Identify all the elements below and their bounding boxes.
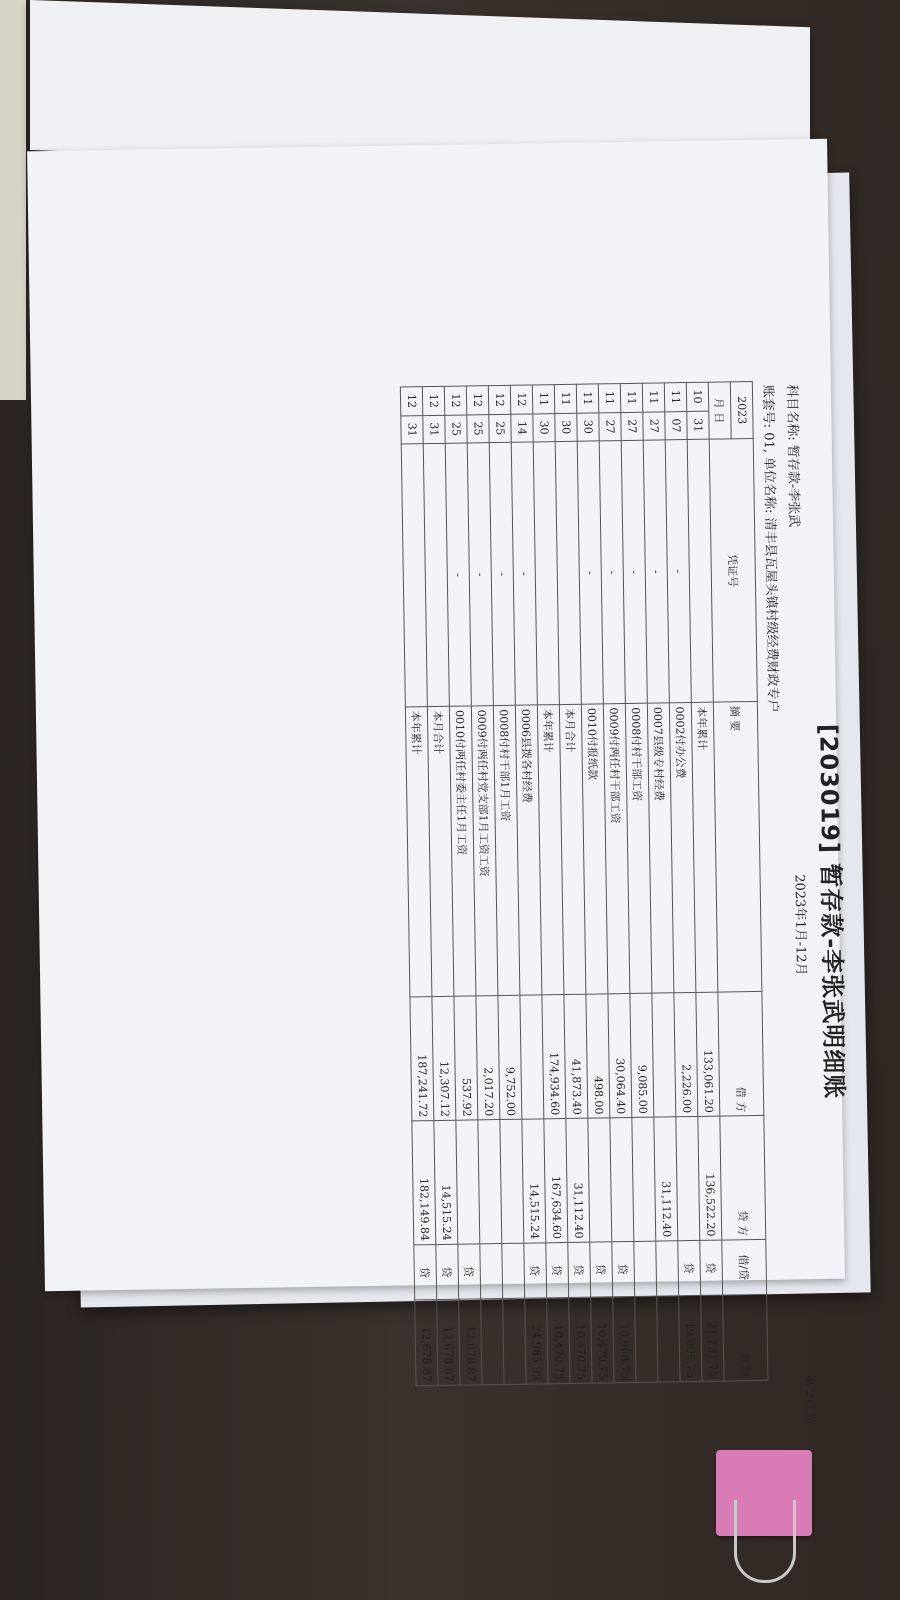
- summary-cell: 本年累计: [537, 705, 564, 995]
- balance-cell: 21,231.75: [701, 1295, 724, 1381]
- summary-cell: 0009付两任村干部工资: [603, 704, 630, 994]
- debit-cell: [652, 993, 676, 1117]
- summary-cell: 0010付报纸款: [581, 704, 608, 994]
- month-cell: 11: [642, 383, 664, 412]
- day-cell: 30: [577, 412, 599, 441]
- debit-cell: 133,061.20: [696, 992, 720, 1116]
- summary-cell: 本月合计: [427, 707, 454, 997]
- balance-cell: 12,678.87: [437, 1300, 460, 1386]
- voucher-header: 凭证号: [709, 439, 757, 703]
- direction-cell: 贷: [414, 1244, 437, 1300]
- subject-name: 科目名称: 暂存款-李张武: [783, 384, 802, 528]
- voucher-cell: [533, 442, 559, 706]
- debit-cell: [520, 995, 544, 1119]
- voucher-cell: [423, 443, 449, 707]
- credit-cell: 182,149.84: [412, 1121, 436, 1245]
- day-cell: 27: [599, 412, 621, 441]
- summary-header: 摘 要: [713, 702, 762, 993]
- direction-cell: 贷: [524, 1243, 547, 1299]
- debit-cell: 41,873.40: [564, 994, 588, 1118]
- balance-cell: 10,470.75: [591, 1297, 614, 1383]
- debit-cell: 498.00: [586, 994, 610, 1118]
- balance-cell: 12,678.87: [459, 1299, 482, 1385]
- balance-header: 余 额: [723, 1295, 768, 1381]
- direction-cell: 贷: [458, 1244, 481, 1300]
- credit-cell: [676, 1116, 700, 1240]
- direction-cell: 贷: [678, 1240, 701, 1296]
- month-day-header: 月 日: [708, 382, 731, 439]
- summary-cell: 0008付村干部工资: [625, 704, 652, 994]
- ledger-sheet: [27, 139, 849, 1426]
- balance-cell: 10,470.75: [569, 1297, 592, 1383]
- balance-cell: 10,470.75: [547, 1298, 570, 1384]
- month-cell: 11: [532, 385, 554, 414]
- page-number: 第 2页 页: [802, 1374, 818, 1426]
- direction-cell: 贷: [436, 1244, 459, 1300]
- ledger-title: [203019] 暂存款-李张武明细账: [814, 723, 849, 1100]
- direction-cell: [634, 1241, 657, 1297]
- balance-cell: 24,985.99: [525, 1298, 548, 1384]
- direction-cell: 贷: [590, 1242, 613, 1298]
- day-cell: 14: [511, 413, 533, 442]
- credit-cell: [456, 1120, 480, 1244]
- voucher-cell: [687, 439, 713, 703]
- balance-cell: 12,678.87: [415, 1300, 438, 1386]
- voucher-cell: -: [511, 442, 537, 706]
- ledger-page: [81, 363, 878, 1465]
- summary-cell: 0010付两任村委主任1月工资: [449, 706, 476, 996]
- credit-cell: [478, 1120, 502, 1244]
- ledger-table: [400, 381, 769, 1386]
- balance-cell: [657, 1296, 680, 1382]
- binder-clip-handle: [734, 1500, 796, 1583]
- voucher-cell: -: [489, 442, 515, 706]
- balance-cell: [481, 1299, 504, 1385]
- ledger-period: 2023年1月-12月: [791, 874, 809, 976]
- day-cell: 07: [665, 411, 687, 440]
- summary-cell: 0008付村干部1月工资: [493, 706, 520, 996]
- day-cell: 25: [445, 415, 467, 444]
- month-cell: 10: [686, 382, 708, 411]
- debit-cell: 2,226.00: [674, 993, 698, 1117]
- voucher-cell: -: [577, 441, 603, 705]
- summary-cell: 0007县级专村经费: [647, 703, 674, 993]
- credit-cell: 136,522.20: [698, 1116, 722, 1240]
- direction-header: 借/贷: [722, 1239, 767, 1295]
- summary-cell: 0009付两任村党支部1月工资工资: [471, 706, 498, 996]
- credit-cell: 14,515.24: [434, 1120, 458, 1244]
- voucher-cell: -: [599, 441, 625, 705]
- debit-cell: 9,752.00: [498, 996, 522, 1120]
- month-cell: 11: [620, 383, 642, 412]
- balance-cell: 10,968.75: [613, 1297, 636, 1383]
- summary-cell: 本月合计: [559, 705, 586, 995]
- day-cell: 30: [555, 413, 577, 442]
- credit-cell: [588, 1118, 612, 1242]
- month-cell: 12: [466, 386, 488, 415]
- balance-cell: [503, 1298, 526, 1384]
- direction-cell: 贷: [546, 1242, 569, 1298]
- debit-cell: 30,064.40: [608, 994, 632, 1118]
- credit-cell: [610, 1117, 634, 1241]
- voucher-cell: -: [467, 443, 493, 707]
- day-cell: 27: [621, 412, 643, 441]
- month-cell: 12: [510, 385, 532, 414]
- balance-cell: [635, 1296, 658, 1382]
- month-cell: 12: [400, 387, 422, 416]
- direction-cell: [480, 1243, 503, 1299]
- unit-name: 账套号: 01, 单位名称: 清丰县瓦屋头镇村级经费财政专户: [759, 384, 781, 713]
- summary-cell: 0002付办公费: [669, 703, 696, 993]
- credit-cell: 31,112.40: [566, 1118, 590, 1242]
- debit-cell: 9,085.00: [630, 993, 654, 1117]
- month-cell: 11: [576, 384, 598, 413]
- balance-cell: 19,005.75: [679, 1296, 702, 1382]
- direction-cell: 贷: [568, 1242, 591, 1298]
- credit-cell: 31,112.40: [654, 1117, 678, 1241]
- month-cell: 12: [444, 386, 466, 415]
- credit-cell: [632, 1117, 656, 1241]
- day-cell: 31: [401, 415, 423, 444]
- day-cell: 25: [489, 414, 511, 443]
- debit-header: 借 方: [718, 992, 764, 1116]
- day-cell: 25: [467, 414, 489, 443]
- direction-cell: [656, 1240, 679, 1296]
- month-cell: 12: [422, 386, 444, 415]
- wall-background: [0, 0, 26, 400]
- direction-cell: [502, 1243, 525, 1299]
- credit-header: 贷 方: [720, 1115, 766, 1239]
- month-cell: 11: [554, 384, 576, 413]
- credit-cell: [500, 1119, 524, 1243]
- day-cell: 31: [423, 415, 445, 444]
- voucher-cell: -: [665, 440, 691, 704]
- summary-cell: 本年累计: [691, 703, 718, 993]
- month-cell: 11: [598, 384, 620, 413]
- credit-cell: 14,515.24: [522, 1119, 546, 1243]
- voucher-cell: -: [621, 440, 647, 704]
- debit-cell: 537.92: [454, 996, 478, 1120]
- voucher-cell: [555, 441, 581, 705]
- direction-cell: 贷: [700, 1240, 723, 1296]
- direction-cell: 贷: [612, 1241, 635, 1297]
- day-cell: 31: [687, 411, 709, 440]
- debit-cell: 2,017.20: [476, 996, 500, 1120]
- day-cell: 30: [533, 413, 555, 442]
- debit-cell: 12,307.12: [432, 997, 456, 1121]
- day-cell: 27: [643, 411, 665, 440]
- voucher-cell: [401, 444, 427, 708]
- summary-cell: 本年累计: [405, 707, 432, 997]
- debit-cell: 187,241.72: [410, 997, 434, 1121]
- debit-cell: 174,934.60: [542, 995, 566, 1119]
- summary-cell: 0006县拨各村经费: [515, 705, 542, 995]
- voucher-cell: -: [445, 443, 471, 707]
- month-cell: 11: [664, 383, 686, 412]
- ledger-body: [400, 382, 724, 1386]
- year-header: 2023: [730, 381, 753, 438]
- voucher-cell: -: [643, 440, 669, 704]
- credit-cell: 167,634.60: [544, 1119, 568, 1243]
- month-cell: 12: [488, 385, 510, 414]
